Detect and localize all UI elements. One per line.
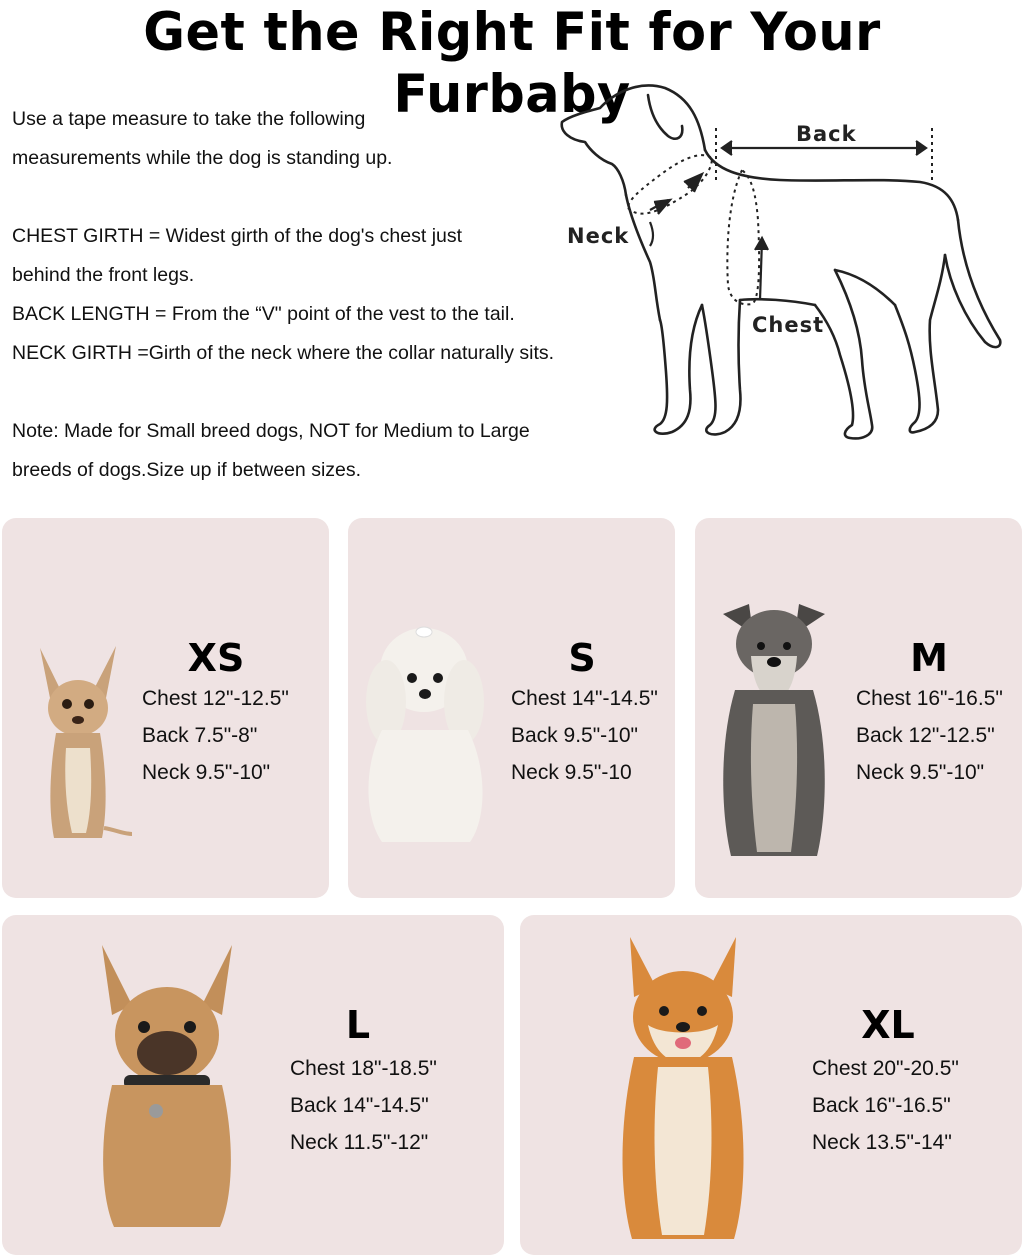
m-neck: Neck 9.5"-10" bbox=[856, 761, 985, 784]
s-chest: Chest 14"-14.5" bbox=[511, 687, 658, 710]
size-label-l: L bbox=[345, 1003, 371, 1047]
l-chest: Chest 18"-18.5" bbox=[290, 1057, 437, 1080]
size-label-xl: XL bbox=[861, 1003, 915, 1047]
size-card-xl bbox=[520, 915, 1022, 1255]
s-neck: Neck 9.5"-10 bbox=[511, 761, 632, 784]
back-definition: BACK LENGTH = From the “V" point of the vest to the tail. bbox=[12, 303, 515, 325]
intro-line-2: measurements while the dog is standing up. bbox=[12, 147, 393, 169]
size-card-s bbox=[348, 518, 675, 898]
neck-label: Neck bbox=[567, 224, 630, 248]
l-back: Back 14"-14.5" bbox=[290, 1094, 429, 1117]
size-card-l bbox=[2, 915, 504, 1255]
xs-neck: Neck 9.5"-10" bbox=[142, 761, 271, 784]
back-label: Back bbox=[796, 122, 857, 146]
size-label-s: S bbox=[568, 636, 596, 680]
chest-definition-line-1: CHEST GIRTH = Widest girth of the dog's chest just bbox=[12, 225, 463, 247]
size-card-m bbox=[695, 518, 1022, 898]
xs-chest: Chest 12"-12.5" bbox=[142, 687, 289, 710]
maltese-icon bbox=[352, 610, 502, 850]
size-label-xs: XS bbox=[187, 636, 245, 680]
size-label-m: M bbox=[910, 636, 948, 680]
xl-chest: Chest 20"-20.5" bbox=[812, 1057, 959, 1080]
xl-neck: Neck 13.5"-14" bbox=[812, 1131, 952, 1154]
page-title: Get the Right Fit for Your Furbaby bbox=[143, 2, 881, 125]
chest-label: Chest bbox=[752, 313, 825, 337]
note-line-2: breeds of dogs.Size up if between sizes. bbox=[12, 459, 362, 481]
xs-back: Back 7.5"-8" bbox=[142, 724, 258, 747]
neck-definition: NECK GIRTH =Girth of the neck where the collar naturally sits. bbox=[12, 342, 555, 364]
shiba-inu-icon bbox=[608, 927, 758, 1247]
schnauzer-icon bbox=[709, 594, 839, 866]
m-chest: Chest 16"-16.5" bbox=[856, 687, 1003, 710]
note-line-1: Note: Made for Small breed dogs, NOT for Medium to Large bbox=[12, 420, 530, 442]
chihuahua-icon bbox=[20, 638, 140, 848]
intro-line-1: Use a tape measure to take the following bbox=[12, 108, 366, 130]
dog-outline-diagram bbox=[540, 80, 1020, 450]
m-back: Back 12"-12.5" bbox=[856, 724, 995, 747]
s-back: Back 9.5"-10" bbox=[511, 724, 638, 747]
chest-definition-line-2: behind the front legs. bbox=[12, 264, 195, 286]
french-bulldog-icon bbox=[92, 935, 242, 1235]
size-card-xs bbox=[2, 518, 329, 898]
l-neck: Neck 11.5"-12" bbox=[290, 1131, 429, 1154]
xl-back: Back 16"-16.5" bbox=[812, 1094, 951, 1117]
